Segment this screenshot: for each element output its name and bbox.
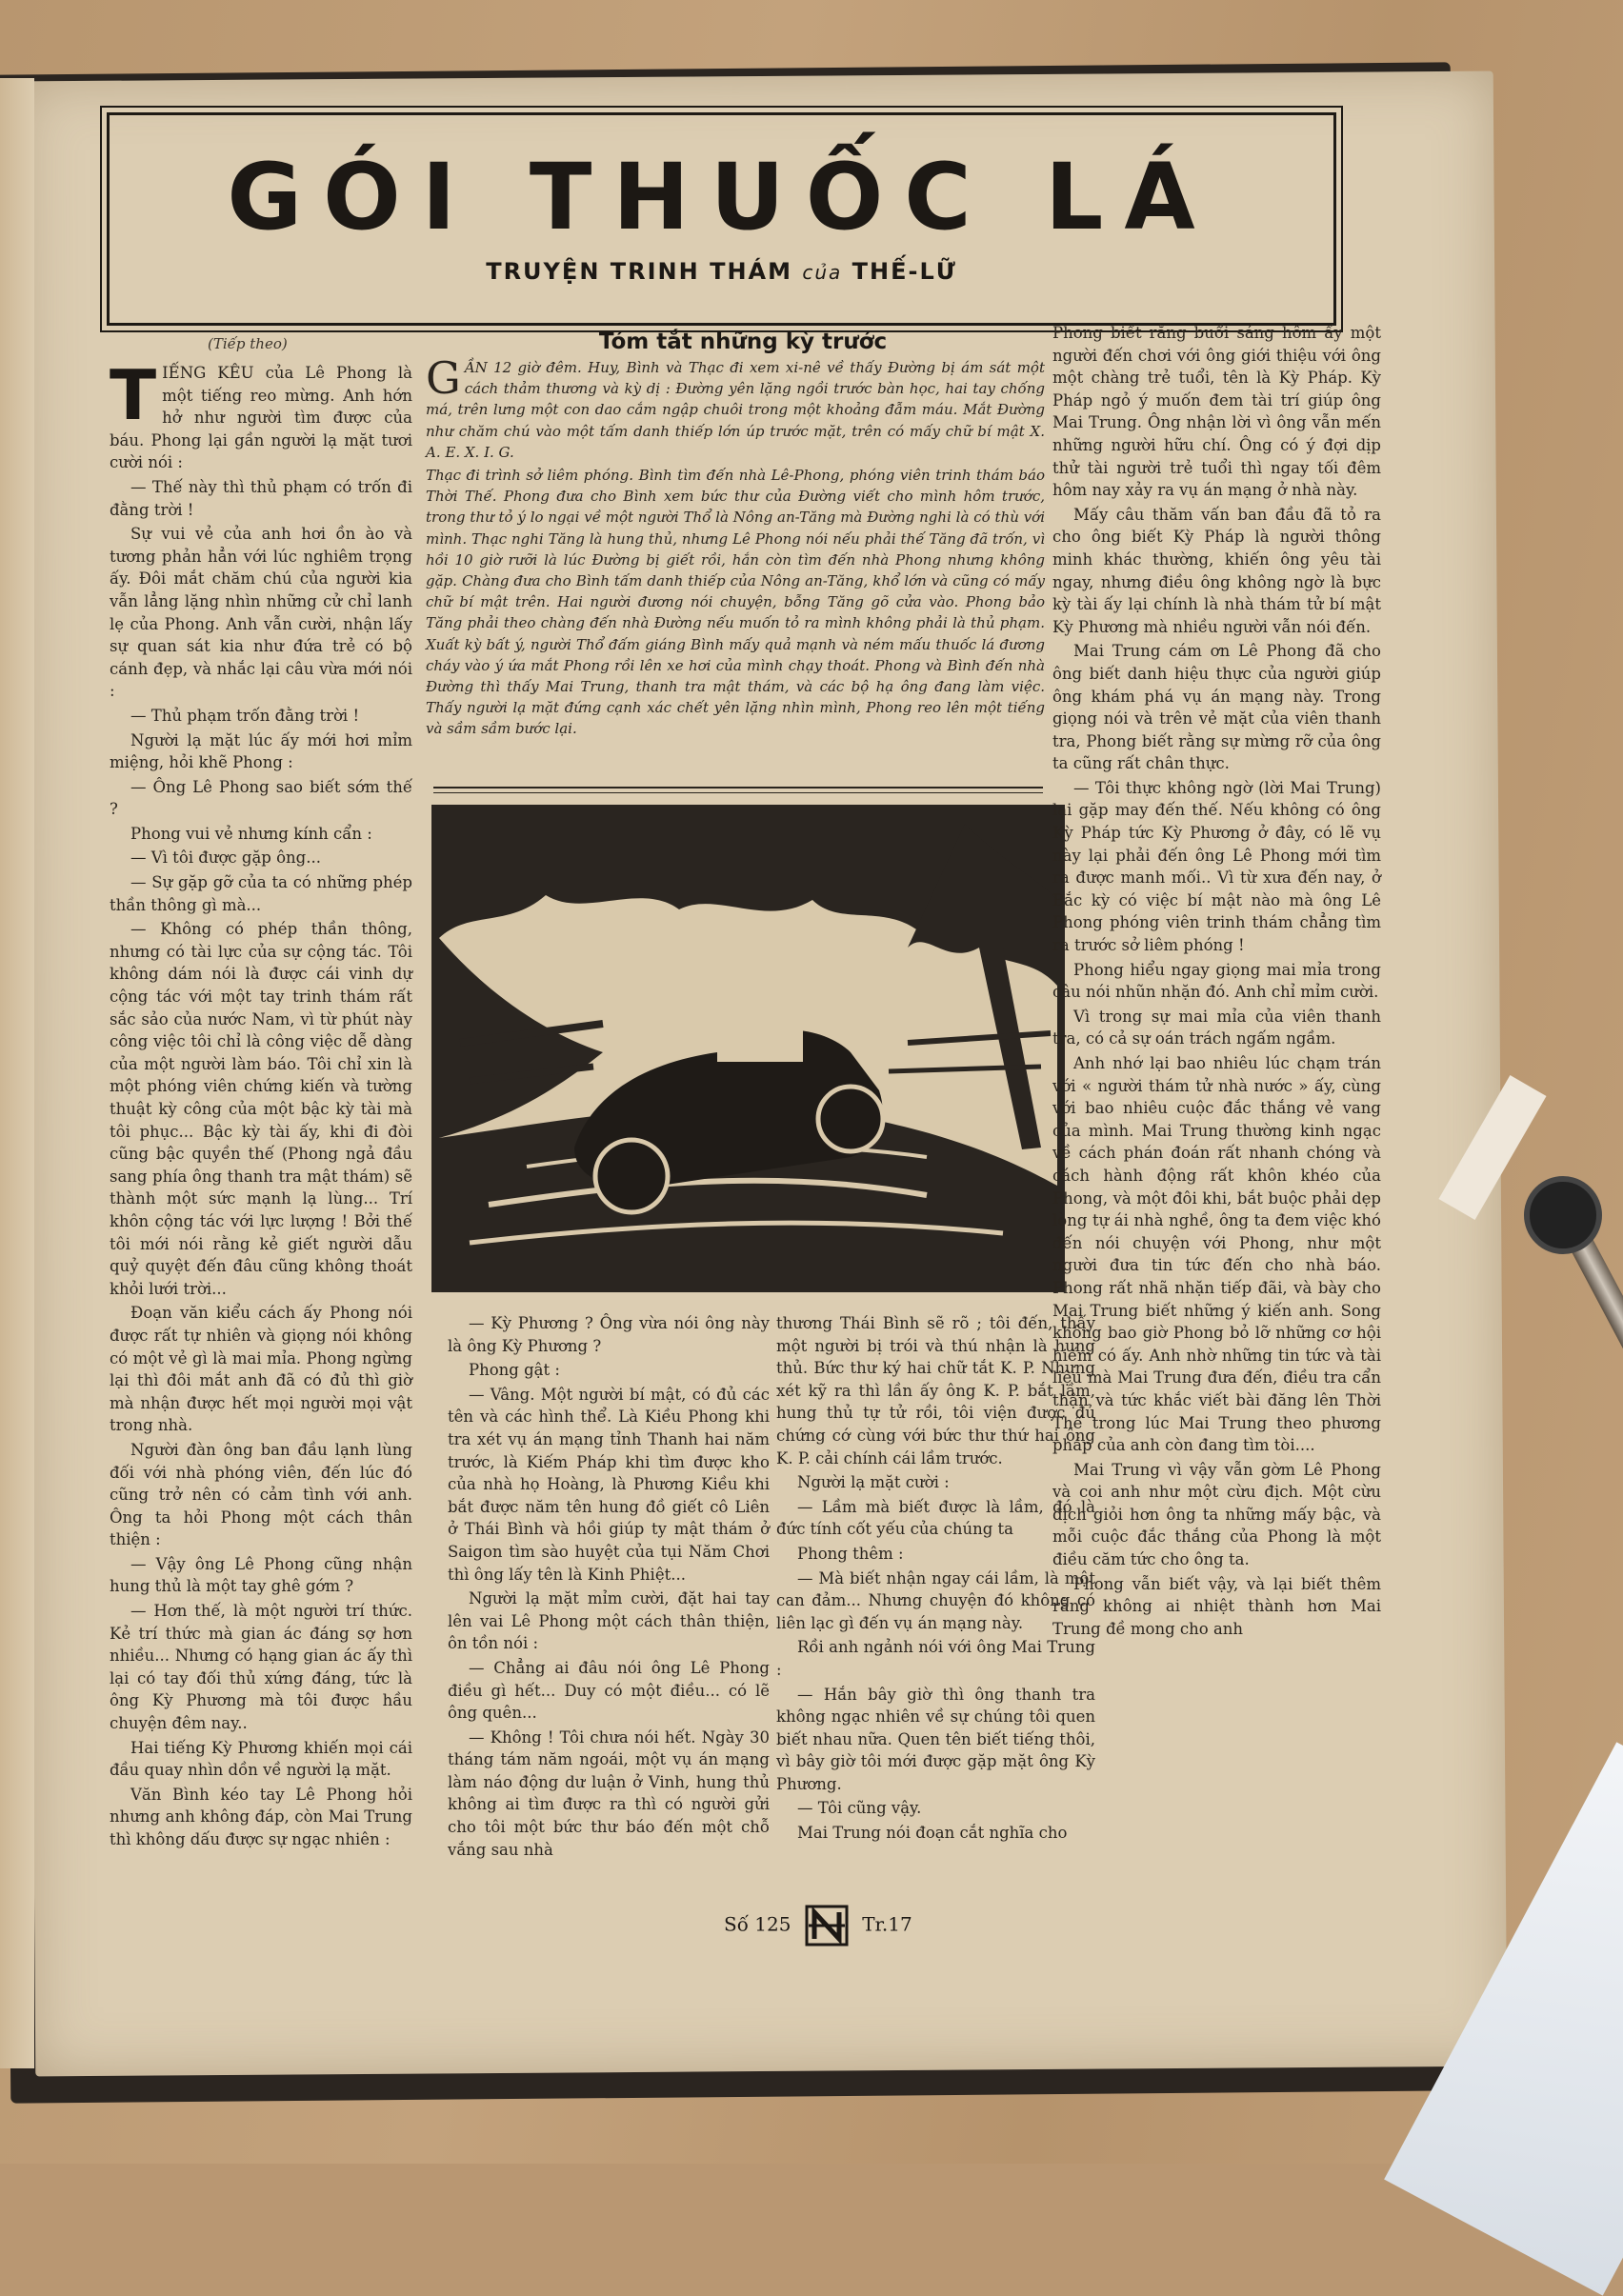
paragraph: Phong hiểu ngay giọng mai mỉa trong câu nói nhũn nhặn đó. Anh chỉ mỉm cười.	[1052, 960, 1381, 1002]
page-number: Tr.17	[862, 1912, 912, 1936]
summary-box	[426, 352, 1045, 742]
paragraph: — Sự gặp gỡ của ta có những phép thần thông gì mà...	[110, 873, 412, 914]
paragraph: — Không ! Tôi chưa nói hết. Ngày 30 tháng tám năm ngoái, một vụ án mạng làm náo động dư luận ở Vinh, hung thủ không ai tìm được ra thì có người gửi cho tôi một bức thư báo đến một chỗ vắng sau nhà	[448, 1727, 770, 1859]
story-title: GÓI THUỐC LÁ	[227, 144, 1216, 250]
paragraph: Mai Trung vì vậy vẫn gờm Lê Phong và coi anh như một cừu địch. Một cừu địch giỏi hơn ông ta những mấy bậc, và mỗi cuộc đắc thắng của Phong là một điều căm tức cho ông ta.	[1052, 1460, 1381, 1569]
paragraph: Phong biết rằng buổi sáng hôm ấy một người đến chơi với ông giới thiệu với ông một chàng trẻ tuổi, tên là Kỳ Pháp. Kỳ Pháp ngỏ ý muốn đem tài trí giúp ông Mai Trung. Ông nhận lời vì ông vẫn mến những người hữu chí. Ông có ý đợi dịp thử tài người trẻ tuổi thì ngay tối đêm hôm nay xảy ra vụ án mạng ở nhà này.	[1052, 324, 1381, 500]
paragraph: — Mà biết nhận ngay cái lầm, là một can đảm... Nhưng chuyện đó không có liên lạc gì đến vụ án mạng này.	[776, 1568, 1095, 1632]
car-wheel	[595, 1140, 668, 1212]
paragraph: — Kỳ Phương ? Ông vừa nói ông này là ông Kỳ Phương ?	[448, 1314, 770, 1355]
paragraph: — Tôi thực không ngờ (lời Mai Trung) lại gặp may đến thế. Nếu không có ông Kỳ Pháp tức Kỳ Phương ở đây, có lẽ vụ này lại phải đến ông Lê Phong mới tìm ra được manh mối.. Vì từ xưa đến nay, ở Bắc kỳ có việc bí mật nào mà ông Lê Phong phóng viên trinh thám chẳng tìm ra trước sở liêm phóng !	[1052, 778, 1381, 955]
continued-note: (Tiếp theo)	[208, 335, 288, 352]
paragraph: Người đàn ông ban đầu lạnh lùng đối với nhà phóng viên, đến lúc đó cũng trở nên có cảm tình với anh. Ông ta hỏi Phong một cách thân thiện :	[110, 1440, 412, 1549]
paragraph: Người lạ mặt mỉm cười, đặt hai tay lên vai Lê Phong một cách thân thiện, ôn tồn nói :	[448, 1589, 770, 1653]
paragraph: Phong vui vẻ nhưng kính cẩn :	[130, 824, 372, 843]
paragraph: Sự vui vẻ của anh hơi ồn ào và tương phản hẳn với lúc nghiêm trọng ấy. Đôi mắt chăm chú của người kia vẫn lẳng lặng nhìn những cử chỉ lanh lẹ của Phong. Anh vẫn cười, nhận lấy sự quan sát kia như đứa trẻ có bộ cánh đẹp, và nhắc lại câu vừa mới nói :	[110, 525, 412, 701]
story-subtitle	[110, 258, 1333, 285]
paragraph: — Tôi cũng vậy.	[797, 1799, 922, 1818]
summary-paragraph	[426, 352, 1045, 463]
paragraph: Phong thêm :	[797, 1544, 904, 1563]
column-middle-1	[448, 1312, 770, 1863]
byline-connector: của	[802, 261, 843, 284]
paragraph: — Hơn thế, là một người trí thức. Kẻ trí thức mà gian ác đáng sợ hơn nhiều... Nhưng có hạng gian ác ấy thì lại có tay đối thủ xứng đáng, tức là ông Kỳ Phương mà tôi được hầu chuyện đêm nay..	[110, 1602, 412, 1733]
column-left	[110, 355, 412, 1853]
page-footer	[724, 1905, 912, 1947]
car-wheel	[818, 1087, 883, 1151]
summary-drop-cap: G	[426, 352, 461, 404]
divider-rule	[433, 792, 1043, 793]
paragraph: Hai tiếng Kỳ Phương khiến mọi cái đầu quay nhìn dồn về người lạ mặt.	[110, 1738, 412, 1780]
paragraph: — Vâng. Một người bí mật, có đủ các tên và các hình thể. Là Kiều Phong khi tra xét vụ án mạng tỉnh Thanh hai năm trước, là Kiếm Pháp khi tìm được kho của nhà họ Hoàng, là Phương Kiều khi bắt được năm tên hung đồ giết cô Liên ở Thái Bình và hồi giúp ty mật thám ở Saigon tìm sào huyệt của tụi Năm Chơi thì ông lấy tên là Kinh Phiệt...	[448, 1385, 770, 1584]
paragraph: Đoạn văn kiểu cách ấy Phong nói được rất tự nhiên và giọng nói không có một vẻ gì là mai mỉa. Phong ngừng lại thì đôi mắt anh đã có đủ thì giờ mà nhận được hết mọi người mọi vật trong nhà.	[110, 1304, 412, 1435]
paragraph: Rồi anh ngảnh nói với ông Mai Trung :	[776, 1638, 1095, 1679]
lamp-joint	[1524, 1176, 1602, 1254]
paragraph: — Lầm mà biết được là lầm, đó là đức tính cốt yếu của chúng ta	[776, 1497, 1095, 1539]
paragraph: Phong gật :	[469, 1361, 560, 1380]
title-box	[107, 112, 1336, 326]
paragraph: Người lạ mặt lúc ấy mới hơi mỉm miệng, hỏi khẽ Phong :	[110, 730, 412, 772]
paragraph: — Ông Lê Phong sao biết sớm thế ?	[110, 777, 412, 819]
paragraph: — Vì tôi được gặp ông...	[130, 849, 321, 868]
paragraph: — Hắn bây giờ thì ông thanh tra không ngạc nhiên về sự chúng tôi quen biết nhau nữa. Quen tên biết tiếng thôi, vì bây giờ tôi mới được gặp mặt ông Kỳ Phương.	[776, 1685, 1095, 1793]
divider-rule	[433, 787, 1043, 789]
column-middle-2	[776, 1312, 1095, 1847]
paragraph: — Thủ phạm trốn đằng trời !	[130, 706, 360, 725]
paragraph: — Thế này thì thủ phạm có trốn đi đằng trời !	[110, 477, 412, 519]
author-name: THẾ-LỮ	[852, 258, 957, 285]
issue-number: Số 125	[724, 1912, 791, 1936]
genre-label: TRUYỆN TRINH THÁM	[486, 258, 792, 285]
car-window	[717, 1024, 803, 1062]
summary-paragraph: Thạc đi trình sở liêm phóng. Bình tìm đến nhà Lê-Phong, phóng viên trinh thám báo Thời Thế. Phong đưa cho Bình xem bức thư của Đường viết cho mình hôm trước, trong thư tỏ ý lo ngại về một người Thổ là Nông an-Tăng mà Đường nghi là có thù với mình. Thạc nghi Tăng là hung thủ, nhưng Lê Phong nói nếu phải thế Tăng đã trốn, vì hồi 10 giờ rưỡi là lúc Đường bị giết rồi, hắn còn tìm đến nhà Phong nhưng không gặp. Chàng đưa cho Bình tấm danh thiếp của Nông an-Tăng, khổ lớn và cũng có mấy chữ bí mật trên. Hai người đương nói chuyện, bỗng Tăng gõ cửa vào. Phong bảo Tăng phải theo chàng đến nhà Đường nếu muốn tỏ ra mình không phải là thủ phạm. Xuất kỳ bất ý, người Thổ đấm giáng Bình mấy quả mạnh và ném mấu thuốc lá đương cháy vào ý ứa mắt Phong rồi lên xe hơi của mình chạy thoát. Phong và Bình đến nhà Đường thì thấy Mai Trung, thanh tra mật thám, và các bộ hạ ông đang làm việc. Thấy người lạ mặt đứng cạnh xác chết yên lặng nhìn mình, Phong reo lên một tiếng và sầm sầm bước lại.	[426, 467, 1045, 738]
paragraph: Mấy câu thăm vấn ban đầu đã tỏ ra cho ông biết Kỳ Pháp là người thông minh khác thường, khiến ông yêu tài ngay, nhưng điều ông không ngờ là bực kỳ tài ấy lại chính là nhà thám tử bí mật Kỳ Phương mà nhiều người vẫn nói đến.	[1052, 505, 1381, 636]
paragraph: Phong vẫn biết vậy, và lại biết thêm rằng không ai nhiệt thành hơn Mai Trung đề mong cho anh	[1052, 1574, 1381, 1638]
paragraph: Mai Trung cám ơn Lê Phong đã cho ông biết danh hiệu thực của người giúp ông khám phá vụ án mạng này. Trong giọng nói và trên vẻ mặt của viên thanh tra, Phong biết rằng sự mừng rỡ của ông ta cũng rất chân thực.	[1052, 642, 1381, 773]
paragraph: — Không có phép thần thông, nhưng có tài lực của sự cộng tác. Tôi không dám nói là được cái vinh dự cộng tác với một tay trinh thám rất sắc sảo của nước Nam, vì từ phút này công việc tôi chỉ là công việc dễ dàng của một người làm báo. Tôi chỉ xin là một phóng viên chứng kiến và tường thuật kỳ công của một bậc kỳ tài mà tôi phục... Bậc kỳ tài ấy, khi đi đòi cũng bậc quyền thế (Phong ngả đầu sang phía ông thanh tra mật thám) sẽ thành một sức mạnh lạ lùng... Trí khôn cộng tác với lực lượng ! Bởi thế tôi mới nói rằng kẻ giết người dẫu quỷ quyệt đến đâu cũng không thoát khỏi lưới trời...	[110, 920, 412, 1298]
paragraph: thương Thái Bình sẽ rõ ; tôi đến, thấy một người bị trói và thú nhận là hung thủ. Bức thư ký hai chữ tắt K. P. Nhưng xét kỹ ra thì lần ấy ông K. P. bắt lầm, hung thủ tự tử rồi, tôi viện được đủ chứng cớ cùng với bức thư thứ hai ông K. P. cải chính cái lầm trước.	[776, 1314, 1095, 1467]
page-edge	[0, 78, 34, 2068]
paragraph: Văn Bình kéo tay Lê Phong hỏi nhưng anh không đáp, còn Mai Trung thì không dấu được sự ngạc nhiên :	[110, 1785, 412, 1848]
paragraph: Mai Trung nói đoạn cắt nghĩa cho	[797, 1824, 1068, 1843]
paragraph: IẾNG KÊU của Lê Phong là một tiếng reo mừng. Anh hớn hở như người tìm được của báu. Phong lại gần người lạ mặt tươi cười nói :	[110, 364, 412, 472]
column-right	[1052, 322, 1381, 1642]
paragraph: Người lạ mặt cười :	[797, 1473, 950, 1492]
summary-heading: Tóm tắt những kỳ trước	[598, 329, 888, 354]
summary-text: ẦN 12 giờ đêm. Huy, Bình và Thạc đi xem xi-nê về thấy Đường bị ám sát một cách thảm thương và kỳ dị : Đường yên lặng ngồi trước bàn học, hai tay chống má, trên lưng một con dao cắm ngập chuôi trong một khoảng đẫm máu. Mắt Đường như chăm chú vào một tấm danh thiếp lớn úp trước mặt, trên có mấy chữ bí mật X. A. E. X. I. G.	[426, 359, 1045, 461]
paragraph: Vì trong sự mai mỉa của viên thanh tra, có cả sự oán trách ngấm ngầm.	[1052, 1007, 1381, 1048]
paragraph: — Vậy ông Lê Phong cũng nhận hung thủ là một tay ghê gớm ?	[110, 1554, 412, 1596]
drop-cap: T	[110, 355, 157, 435]
paragraph: — Chẳng ai đâu nói ông Lê Phong điều gì hết... Duy có một điều... có lẽ ông quên...	[448, 1658, 770, 1723]
woodcut-illustration	[431, 805, 1065, 1292]
paragraph: Anh nhớ lại bao nhiêu lúc chạm trán với « người thám tử nhà nước » ấy, cùng với bao nhiêu cuộc đắc thắng vẻ vang của mình. Mai Trung thường kinh ngạc về cách phán đoán rất nhanh chóng và cách hành động rất khôn khéo của Phong, và một đôi khi, bắt buộc phải dẹp lòng tự ái nhà nghề, ông ta đem việc khó đến nói chuyện với Phong, như một người đưa tin tức đến cho nhà báo. Phong rất nhã nhặn tiếp đãi, và bày cho Mai Trung biết những ý kiến anh. Song không bao giờ Phong bỏ lỡ những cơ hội hiếm có ấy. Anh nhờ những tin tức và tài liệu mà Mai Trung đưa đến, điều tra cẩn thận và tức khắc viết bài đăng lên Thời Thế trong lúc Mai Trung theo phương pháp của anh còn đang tìm tòi....	[1052, 1054, 1381, 1455]
magazine-logo-icon	[805, 1905, 849, 1947]
